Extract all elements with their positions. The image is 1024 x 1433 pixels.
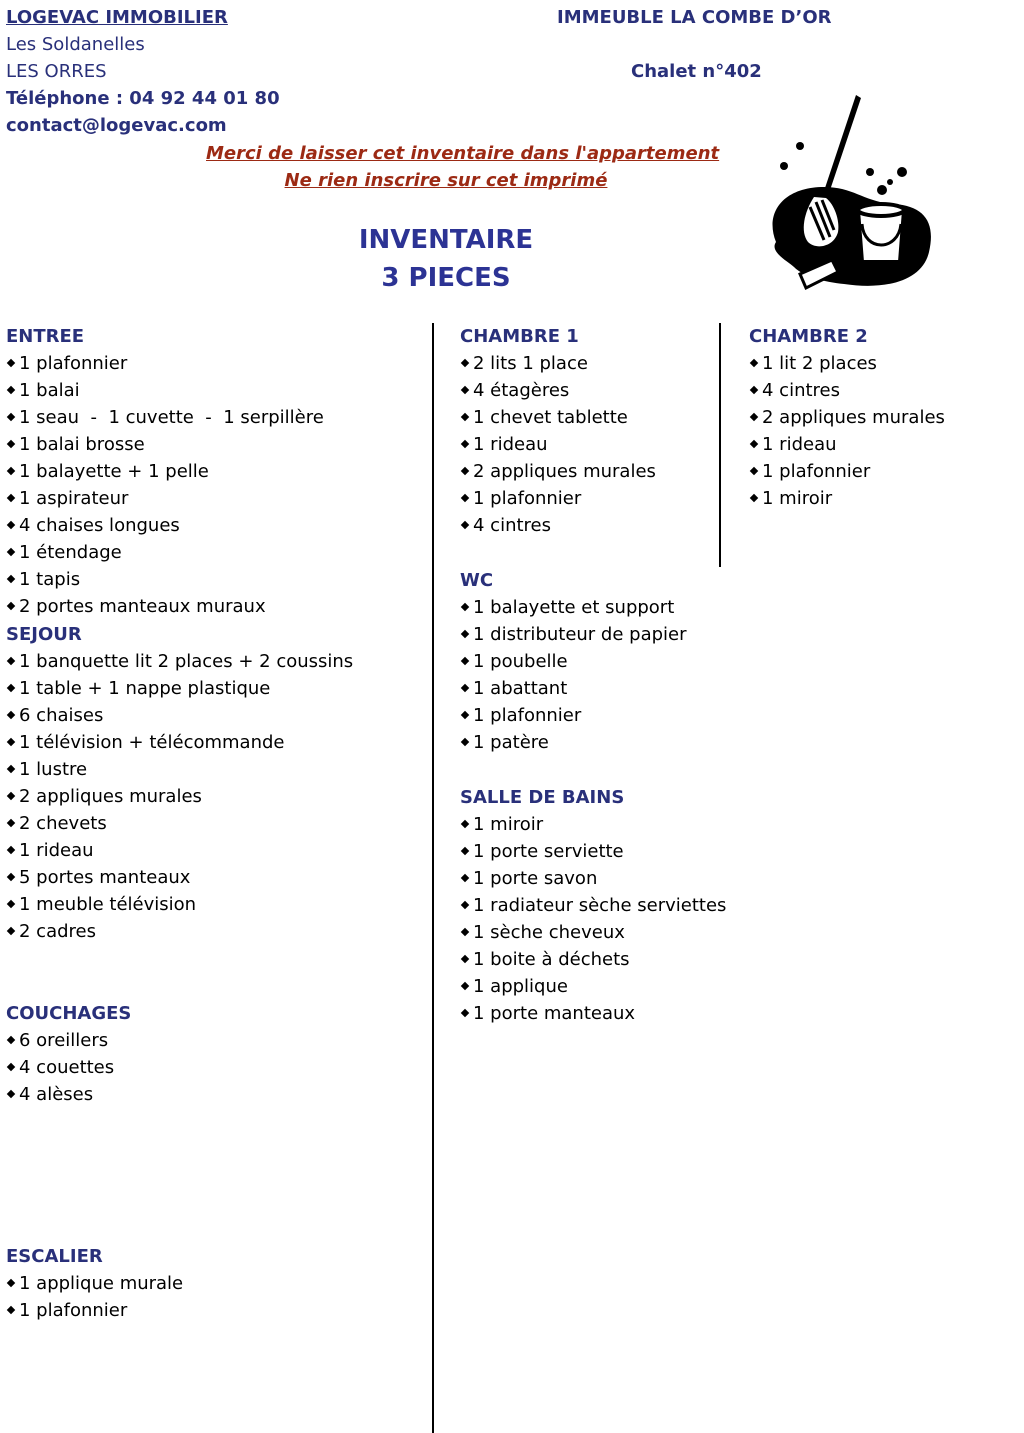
inventory-item: [460, 1003, 635, 1024]
building-name: IMMEUBLE LA COMBE D’OR: [557, 7, 832, 28]
inventory-item: [6, 759, 87, 780]
inventory-item: [460, 380, 569, 401]
diamond-bullet-icon: [461, 412, 469, 420]
inventory-item-label: 4 chaises longues: [19, 515, 180, 536]
section-heading-wc: WC: [460, 570, 494, 591]
inventory-item: [460, 732, 549, 753]
inventory-item-label: 4 couettes: [19, 1057, 115, 1078]
diamond-bullet-icon: [7, 439, 15, 447]
inventory-item-label: 1 poubelle: [473, 651, 568, 672]
diamond-bullet-icon: [7, 683, 15, 691]
inventory-item: [6, 515, 180, 536]
inventory-item-label: 1 meuble télévision: [19, 894, 197, 915]
diamond-bullet-icon: [750, 385, 758, 393]
inventory-item: [6, 1084, 93, 1105]
inventory-item-label: 2 appliques murales: [473, 461, 656, 482]
inventory-item-label: 1 lustre: [19, 759, 88, 780]
inventory-item: [6, 867, 190, 888]
diamond-bullet-icon: [7, 872, 15, 880]
inventory-item-label: 1 aspirateur: [19, 488, 129, 509]
diamond-bullet-icon: [461, 439, 469, 447]
inventory-item: [6, 434, 145, 455]
diamond-bullet-icon: [7, 764, 15, 772]
inventory-item: [460, 678, 567, 699]
inventory-item: [6, 921, 96, 942]
inventory-item: [460, 434, 548, 455]
inventory-item: [460, 651, 568, 672]
inventory-item: [6, 1057, 114, 1078]
inventory-item: [6, 407, 324, 428]
diamond-bullet-icon: [7, 899, 15, 907]
inventory-item-label: 2 appliques murales: [762, 407, 945, 428]
inventory-item: [460, 353, 588, 374]
diamond-bullet-icon: [461, 602, 469, 610]
inventory-item-label: 4 cintres: [762, 380, 840, 401]
inventory-item: [6, 596, 266, 617]
inventory-item: [460, 515, 551, 536]
inventory-item: [460, 841, 624, 862]
diamond-bullet-icon: [7, 547, 15, 555]
inventory-item: [749, 488, 832, 509]
inventory-item-label: 1 banquette lit 2 places + 2 coussins: [19, 651, 354, 672]
inventory-item: [6, 732, 284, 753]
inventory-item-label: 1 miroir: [762, 488, 833, 509]
diamond-bullet-icon: [7, 1062, 15, 1070]
inventory-item-label: 4 cintres: [473, 515, 551, 536]
inventory-item: [6, 380, 80, 401]
diamond-bullet-icon: [7, 1035, 15, 1043]
inventory-item-label: 1 porte manteaux: [473, 1003, 636, 1024]
inventory-item-label: 4 étagères: [473, 380, 570, 401]
diamond-bullet-icon: [461, 873, 469, 881]
inventory-item-label: 1 plafonnier: [19, 353, 128, 374]
section-heading-sejour: SEJOUR: [6, 624, 82, 645]
inventory-item: [6, 1300, 127, 1321]
diamond-bullet-icon: [461, 629, 469, 637]
inventory-item: [6, 488, 128, 509]
diamond-bullet-icon: [7, 818, 15, 826]
column-separator-left: [432, 323, 434, 1433]
inventory-item: [460, 868, 597, 889]
diamond-bullet-icon: [461, 656, 469, 664]
inventory-item-label: 1 balayette et support: [473, 597, 675, 618]
company-name: LOGEVAC IMMOBILIER: [6, 7, 228, 28]
inventory-item: [6, 786, 202, 807]
diamond-bullet-icon: [461, 358, 469, 366]
diamond-bullet-icon: [461, 927, 469, 935]
diamond-bullet-icon: [7, 601, 15, 609]
inventory-item-label: 1 distributeur de papier: [473, 624, 687, 645]
inventory-item: [460, 895, 726, 916]
inventory-item: [6, 813, 107, 834]
inventory-item: [749, 407, 945, 428]
inventory-item: [6, 542, 122, 563]
diamond-bullet-icon: [750, 466, 758, 474]
diamond-bullet-icon: [7, 737, 15, 745]
inventory-item-label: 1 tapis: [19, 569, 81, 590]
section-heading-chambre-1: CHAMBRE 1: [460, 326, 579, 347]
section-heading-couchages: COUCHAGES: [6, 1003, 132, 1024]
inventory-item: [749, 380, 840, 401]
inventory-item: [460, 705, 581, 726]
inventory-item: [6, 651, 353, 672]
diamond-bullet-icon: [7, 1089, 15, 1097]
inventory-item: [460, 922, 625, 943]
diamond-bullet-icon: [750, 493, 758, 501]
inventory-item: [6, 1273, 183, 1294]
inventory-item-label: 1 télévision + télécommande: [19, 732, 285, 753]
inventory-item-label: 1 balai brosse: [19, 434, 145, 455]
inventory-item-label: 1 plafonnier: [473, 705, 582, 726]
inventory-item-label: 1 plafonnier: [473, 488, 582, 509]
inventory-item-label: 1 rideau: [19, 840, 94, 861]
inventory-item: [6, 894, 196, 915]
inventory-item: [6, 678, 270, 699]
inventory-item-label: 1 seau - 1 cuvette - 1 serpillère: [19, 407, 324, 428]
diamond-bullet-icon: [7, 656, 15, 664]
diamond-bullet-icon: [7, 493, 15, 501]
diamond-bullet-icon: [461, 385, 469, 393]
inventory-item-label: 1 sèche cheveux: [473, 922, 625, 943]
inventory-item-label: 1 patère: [473, 732, 549, 753]
inventory-item: [460, 407, 628, 428]
inventory-item-label: 1 plafonnier: [19, 1300, 128, 1321]
section-heading-salle-de-bains: SALLE DE BAINS: [460, 787, 625, 808]
inventory-item-label: 1 boite à déchets: [473, 949, 630, 970]
inventory-item-label: 2 chevets: [19, 813, 107, 834]
inventory-item: [6, 840, 94, 861]
address-line-1: Les Soldanelles: [6, 34, 145, 55]
section-heading-entree: ENTREE: [6, 326, 85, 347]
diamond-bullet-icon: [7, 412, 15, 420]
inventory-item-label: 2 lits 1 place: [473, 353, 588, 374]
page-title: INVENTAIRE: [358, 225, 534, 255]
diamond-bullet-icon: [7, 574, 15, 582]
inventory-item-label: 1 balai: [19, 380, 80, 401]
diamond-bullet-icon: [7, 845, 15, 853]
inventory-item: [460, 597, 674, 618]
inventory-item: [460, 461, 656, 482]
inventory-item: [6, 705, 103, 726]
inventory-item: [6, 461, 209, 482]
section-heading-chambre-2: CHAMBRE 2: [749, 326, 868, 347]
inventory-item-label: 6 chaises: [19, 705, 104, 726]
diamond-bullet-icon: [7, 710, 15, 718]
diamond-bullet-icon: [7, 466, 15, 474]
inventory-item: [6, 569, 80, 590]
inventory-item-label: 6 oreillers: [19, 1030, 109, 1051]
inventory-item: [460, 814, 543, 835]
inventory-item: [460, 624, 687, 645]
diamond-bullet-icon: [461, 493, 469, 501]
notice-line-2: Ne rien inscrire sur cet imprimé: [284, 170, 608, 191]
diamond-bullet-icon: [461, 710, 469, 718]
diamond-bullet-icon: [7, 791, 15, 799]
inventory-item-label: 1 applique murale: [19, 1273, 184, 1294]
diamond-bullet-icon: [7, 1305, 15, 1313]
diamond-bullet-icon: [461, 1008, 469, 1016]
diamond-bullet-icon: [7, 358, 15, 366]
diamond-bullet-icon: [461, 981, 469, 989]
phone: Téléphone : 04 92 44 01 80: [6, 88, 280, 109]
inventory-item-label: 5 portes manteaux: [19, 867, 191, 888]
inventory-item: [749, 353, 877, 374]
diamond-bullet-icon: [461, 520, 469, 528]
diamond-bullet-icon: [7, 385, 15, 393]
inventory-item: [749, 461, 870, 482]
inventory-item: [460, 488, 581, 509]
inventory-item-label: 1 radiateur sèche serviettes: [473, 895, 727, 916]
diamond-bullet-icon: [7, 520, 15, 528]
inventory-item-label: 1 lit 2 places: [762, 353, 877, 374]
page-subtitle: 3 PIECES: [381, 263, 511, 293]
diamond-bullet-icon: [461, 683, 469, 691]
inventory-item-label: 1 balayette + 1 pelle: [19, 461, 209, 482]
column-separator-right: [719, 323, 721, 567]
inventory-item-label: 1 étendage: [19, 542, 122, 563]
diamond-bullet-icon: [461, 846, 469, 854]
diamond-bullet-icon: [461, 466, 469, 474]
inventory-item-label: 1 rideau: [473, 434, 548, 455]
inventory-item-label: 2 cadres: [19, 921, 96, 942]
inventory-item-label: 1 porte savon: [473, 868, 598, 889]
inventory-item-label: 1 plafonnier: [762, 461, 871, 482]
inventory-item-label: 1 miroir: [473, 814, 544, 835]
inventory-item-label: 1 chevet tablette: [473, 407, 628, 428]
section-heading-escalier: ESCALIER: [6, 1246, 103, 1267]
notice-line-1: Merci de laisser cet inventaire dans l'appartement: [206, 143, 720, 164]
diamond-bullet-icon: [7, 926, 15, 934]
inventory-item-label: 1 abattant: [473, 678, 568, 699]
diamond-bullet-icon: [7, 1278, 15, 1286]
inventory-item: [460, 949, 630, 970]
diamond-bullet-icon: [750, 358, 758, 366]
inventory-item-label: 4 alèses: [19, 1084, 94, 1105]
diamond-bullet-icon: [461, 737, 469, 745]
inventory-item: [6, 353, 127, 374]
diamond-bullet-icon: [461, 954, 469, 962]
inventory-item-label: 1 porte serviette: [473, 841, 624, 862]
diamond-bullet-icon: [750, 412, 758, 420]
address-line-2: LES ORRES: [6, 61, 107, 82]
inventory-item-label: 1 rideau: [762, 434, 837, 455]
inventory-item-label: 2 appliques murales: [19, 786, 202, 807]
cleaning-mop-bucket-icon: [764, 92, 934, 294]
inventory-item: [749, 434, 837, 455]
diamond-bullet-icon: [461, 819, 469, 827]
inventory-item-label: 1 applique: [473, 976, 568, 997]
inventory-item-label: 2 portes manteaux muraux: [19, 596, 266, 617]
diamond-bullet-icon: [750, 439, 758, 447]
inventory-item: [6, 1030, 108, 1051]
diamond-bullet-icon: [461, 900, 469, 908]
chalet-number: Chalet n°402: [631, 61, 762, 82]
email: contact@logevac.com: [6, 115, 227, 136]
inventory-item-label: 1 table + 1 nappe plastique: [19, 678, 271, 699]
inventory-item: [460, 976, 568, 997]
